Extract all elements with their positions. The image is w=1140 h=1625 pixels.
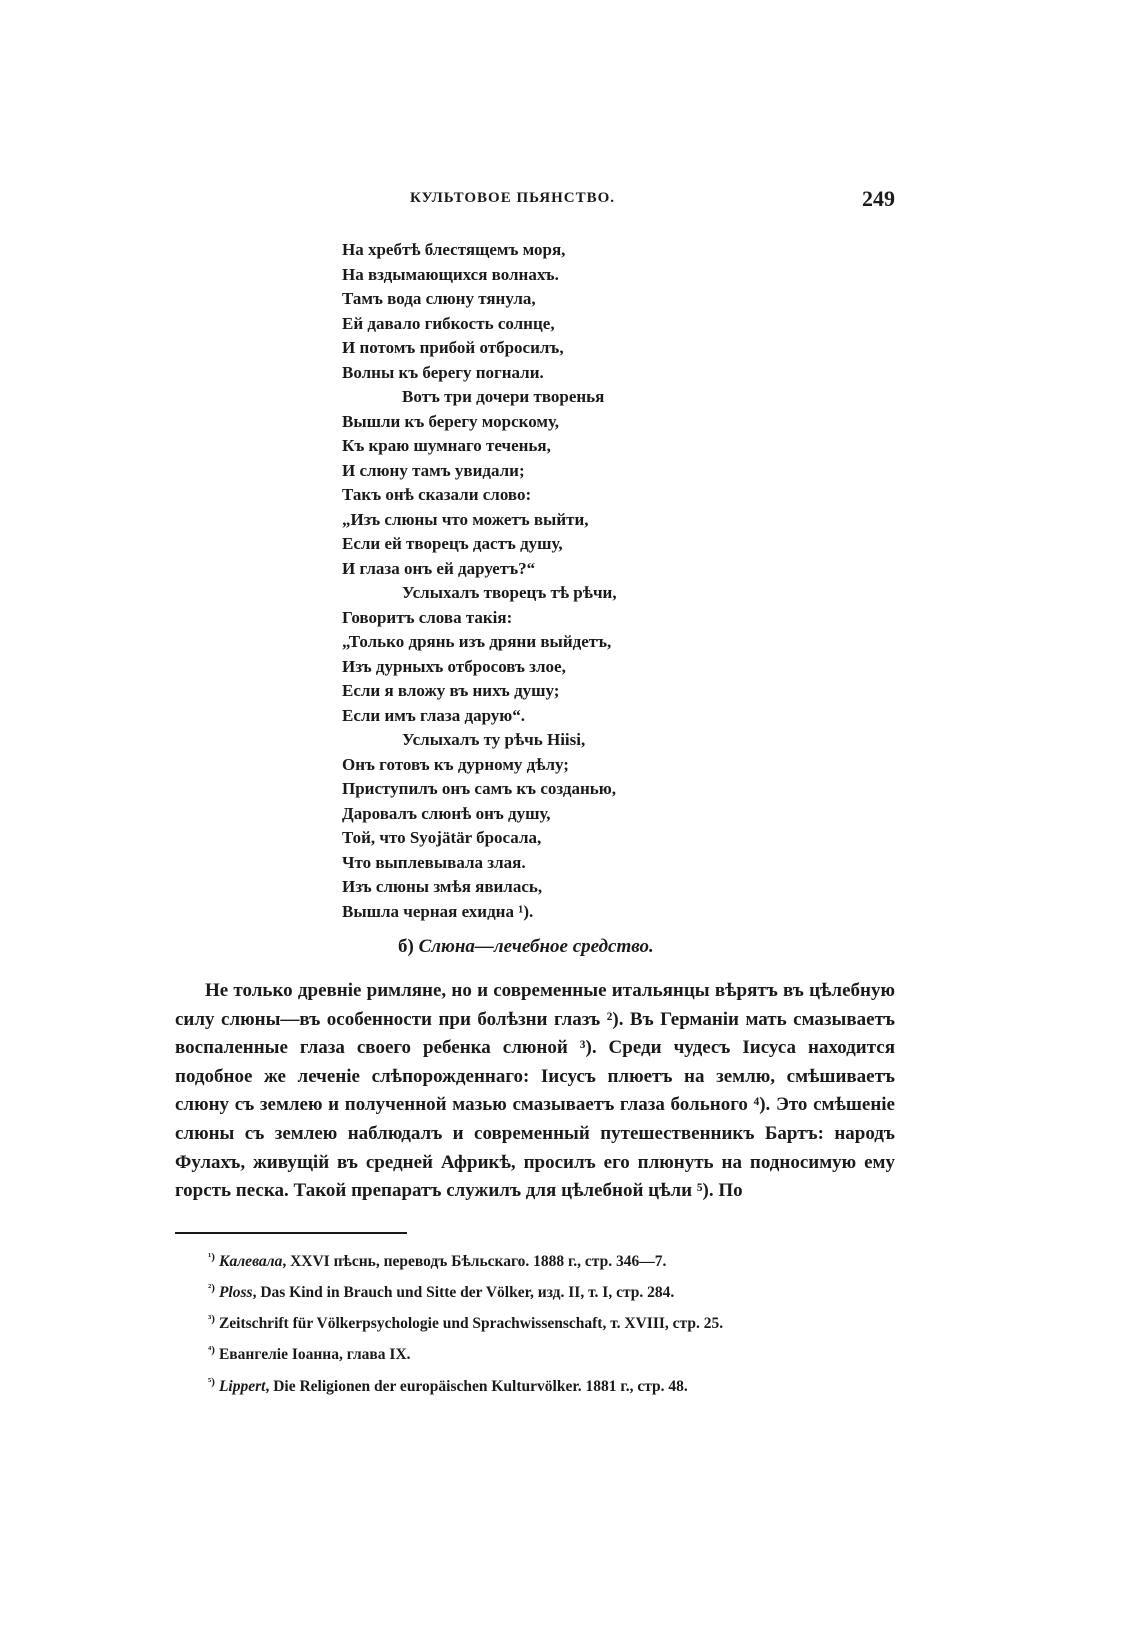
footnote-mark: ²) <box>208 1282 215 1295</box>
poem-line: Тамъ вода слюну тянула, <box>342 289 536 308</box>
footnote <box>208 1337 908 1368</box>
poem-line: Говоритъ слова такія: <box>342 607 513 627</box>
footnote-text: , Die Religionen der europäischen Kulturvölker. 1881 г., стр. 48. <box>265 1377 688 1395</box>
poem-line: Къ краю шумнаго теченья, <box>342 436 551 455</box>
footnote-mark: ¹) <box>208 1251 215 1263</box>
poem-line: Если я вложу въ нихъ душу; <box>342 681 560 700</box>
body-paragraph: Не только древніе римляне, но и современные итальянцы вѣрятъ въ цѣлебную силу слюны—въ особенности при болѣзни глазъ ²). Въ Германіи мать смазываетъ воспаленные глаза своего ребенка слюной ³). Среди чудесъ Іисуса находится подобное же леченіе слѣпорожденнаго: Іисусъ плюетъ на землю, смѣшиваетъ слюну съ землею и полученной мазью смазываетъ глаза больного ⁴). Это смѣшеніе слюны съ землею наблюдалъ и современный путешественникъ Бартъ: народъ Фулахъ, живущій въ средней Африкѣ, просилъ его плюнуть на подносимую ему горсть песка. Такой препаратъ служилъ для цѣлебной цѣли ⁵). По <box>175 980 895 1202</box>
footnote-author: Lippert <box>218 1377 266 1395</box>
section-heading <box>398 936 654 958</box>
poem-line: Такъ онѣ сказали слово: <box>342 485 532 504</box>
footnote <box>208 1275 908 1306</box>
poem-line: Даровалъ слюнѣ онъ душу, <box>342 803 551 823</box>
footnote <box>208 1306 908 1337</box>
poem-line: Вотъ три дочери творенья <box>402 387 605 406</box>
footnotes-block <box>208 1244 908 1400</box>
running-head <box>175 186 895 216</box>
poem-line: Волны къ берегу погнали. <box>342 362 544 382</box>
poem-line: На хребтѣ блестящемъ моря, <box>342 240 566 259</box>
poem-line: Ей давало гибкость солнце, <box>342 313 555 333</box>
footnote-mark: ⁵) <box>208 1375 215 1388</box>
footnote-divider <box>175 1232 407 1234</box>
footnote <box>208 1244 908 1275</box>
footnote <box>208 1369 908 1400</box>
poem-line: Услыхалъ творецъ тѣ рѣчи, <box>402 583 617 602</box>
poem-line: „Только дрянь изъ дряни выйдетъ, <box>342 632 612 651</box>
poem-line: Услыхалъ ту рѣчь Hiisi, <box>402 730 586 749</box>
poem-line: Что выплевывала злая. <box>342 852 526 872</box>
poem-line: Если ей творецъ дастъ душу, <box>342 534 563 553</box>
poem-line: Приступилъ онъ самъ къ созданью, <box>342 779 617 798</box>
footnote-text: , Das Kind in Brauch und Sitte der Völker, изд. II, т. I, стр. 284. <box>252 1284 675 1302</box>
footnote-text: , XXVI пѣснь, переводъ Бѣльскаго. 1888 г., стр. 346—7. <box>282 1253 667 1271</box>
poem-line: И глаза онъ ей даруетъ?“ <box>342 558 536 578</box>
poem-line: Вышли къ берегу морскому, <box>342 411 560 431</box>
section-title: Слюна—лечебное средство. <box>418 936 654 957</box>
running-title: КУЛЬТОВОЕ ПЬЯНСТВО. <box>410 190 616 206</box>
section-letter: б) <box>398 936 414 957</box>
poem-line: Изъ слюны змѣя явилась, <box>342 877 543 896</box>
poem-line: И слюну тамъ увидали; <box>342 460 525 480</box>
footnote-author: Калевала <box>218 1253 283 1271</box>
poem-block <box>342 238 762 924</box>
poem-line: На вздымающихся волнахъ. <box>342 264 559 284</box>
footnote-author: Ploss <box>218 1284 253 1302</box>
poem-line: „Изъ слюны что можетъ выйти, <box>342 509 589 529</box>
poem-line: Онъ готовъ къ дурному дѣлу; <box>342 754 569 774</box>
poem-line: Той, что Syojätär бросала, <box>342 828 542 847</box>
footnote-mark: ³) <box>208 1313 215 1326</box>
footnote-text: Zeitschrift für Völkerpsychologie und Sprachwissenschaft, т. XVIII, стр. 25. <box>218 1315 724 1333</box>
poem-line: И потомъ прибой отбросилъ, <box>342 338 564 357</box>
page-number: 249 <box>862 186 895 211</box>
poem-line: Вышла черная ехидна ¹). <box>342 901 534 921</box>
footnote-mark: ⁴) <box>208 1344 215 1357</box>
footnote-text: Евангеліе Іоанна, глава IX. <box>218 1346 411 1364</box>
poem-line: Изъ дурныхъ отбросовъ злое, <box>342 656 566 676</box>
poem-line: Если имъ глаза дарую“. <box>342 705 526 725</box>
